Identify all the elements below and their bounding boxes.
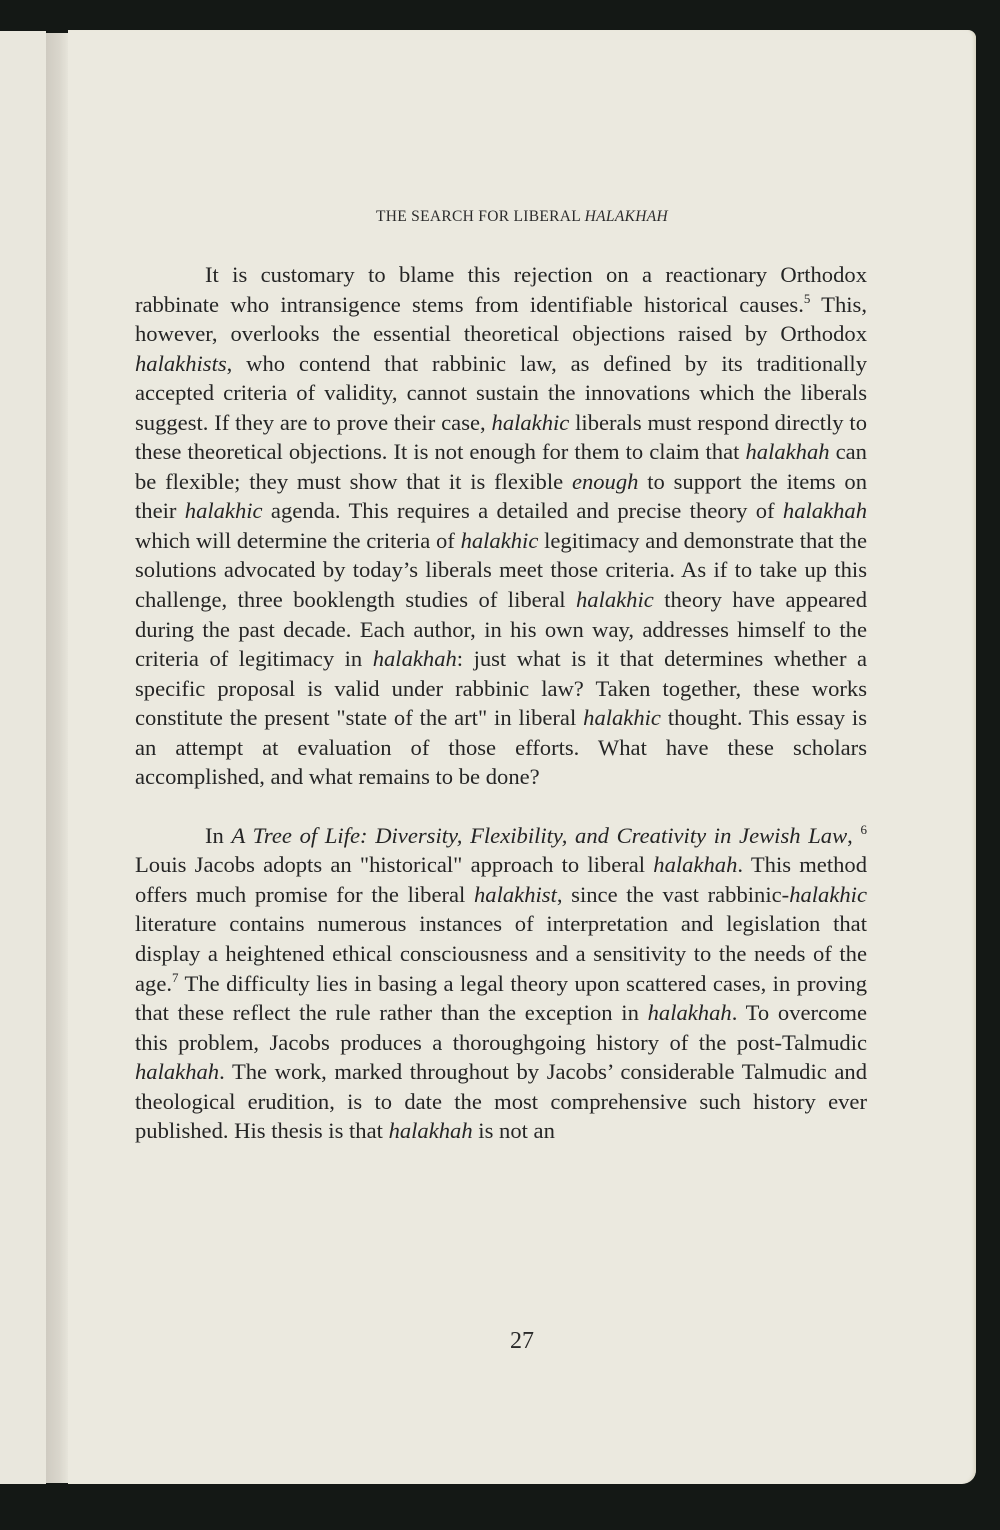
running-head-text: THE SEARCH FOR LIBERAL	[375, 208, 585, 225]
footnote-ref: 6	[860, 821, 868, 837]
text-run: . To overcome this problem, Jacobs produces a thoroughgoing history of the post-Talmudic	[135, 1000, 867, 1055]
text-run: which will determine the criteria of	[135, 527, 461, 553]
italic-term: halakhah	[372, 646, 457, 672]
text-run: It is customary to blame this rejection on a reactionary Orthodox rabbinate who intransigence stems from identifiable historical causes.	[135, 262, 867, 317]
text-run: literature contains numerous instances of interpretation and legislation that display a heightened ethical consciousness and a sensitivity to the needs of the age.	[135, 911, 867, 996]
text-run: liberals must respond directly to these theoretical objections. It is not enough for them to claim that	[135, 409, 868, 465]
footnote-ref: 7	[172, 969, 179, 985]
italic-term: halakhah	[782, 498, 868, 524]
italic-term: halakhist	[474, 881, 557, 907]
text-run: thought. This essay is an attempt at evaluation of those efforts. What have these scholars accomplished, and what remains to be done?	[135, 705, 867, 790]
italic-term: halakhists	[135, 350, 227, 376]
italic-term: halakhic	[460, 527, 539, 553]
italic-term: halakhic	[583, 705, 661, 731]
text-run: . This method offers much promise for the liberal	[135, 852, 867, 907]
page-number: 27	[510, 1328, 534, 1354]
text-run: is not an	[472, 1118, 555, 1144]
text-run: In	[205, 822, 232, 848]
italic-term: halakhic	[184, 498, 263, 524]
italic-term: halakhic	[575, 587, 654, 613]
running-head-italic: HALAKHAH	[584, 208, 669, 225]
italic-term: halakhah	[135, 1059, 220, 1085]
text-run: The difficulty lies in basing a legal theory upon scattered cases, in proving that these reflect the rule rather than the exception in	[135, 970, 867, 1026]
text-run: legitimacy and demonstrate that the solutions advocated by today’s liberals meet those criteria. As if to take up this challenge, three booklength studies of liberal	[135, 527, 867, 613]
footnote-ref: 5	[803, 290, 811, 306]
italic-term: halakhah	[653, 852, 738, 878]
text-run: This, however, overlooks the essential theoretical objections raised by Orthodox	[135, 291, 867, 347]
italic-term: halakhic	[491, 409, 570, 435]
text-run: : just what is it that determines whether a specific proposal is valid under rabbinic law? Taken together, these works constitute the present "state of the art" in liberal	[135, 646, 867, 731]
paragraph-1	[135, 260, 867, 792]
text-run: agenda. This requires a detailed and precise theory of	[262, 498, 783, 524]
facing-page-edge	[0, 31, 46, 1484]
italic-term: halakhah	[388, 1118, 473, 1144]
italic-term: halakhah	[647, 1000, 732, 1026]
running-head	[68, 208, 976, 226]
text-run: , who contend that rabbinic law, as defined by its traditionally accepted criteria of validity, cannot sustain the innovations which the liberals suggest. If they are to prove their case,	[135, 350, 867, 435]
paragraph-2	[135, 821, 867, 1146]
text-run: Louis Jacobs adopts an "historical" approach to liberal	[135, 852, 654, 878]
text-run: . The work, marked throughout by Jacobs’ considerable Talmudic and theological erudition, is to date the most comprehensive such history ever published. His thesis is that	[135, 1059, 867, 1144]
italic-term: halakhic	[789, 881, 867, 907]
text-run: can be flexible; they must show that it is flexible	[135, 439, 867, 494]
book-gutter	[46, 33, 68, 1483]
text-run: theory have appeared during the past decade. Each author, in his own way, addresses himself to the criteria of legitimacy in	[135, 587, 867, 672]
text-run: ,	[847, 822, 861, 848]
italic-term: A Tree of Life: Diversity, Flexibility, and Creativity in Jewish Law	[231, 822, 848, 848]
body-text	[135, 260, 867, 1146]
text-run: to support the items on their	[135, 468, 867, 524]
italic-term: halakhah	[745, 439, 830, 465]
book-page	[68, 30, 976, 1484]
italic-term: enough	[571, 468, 639, 494]
text-run: , since the vast rabbinic-	[556, 881, 790, 907]
